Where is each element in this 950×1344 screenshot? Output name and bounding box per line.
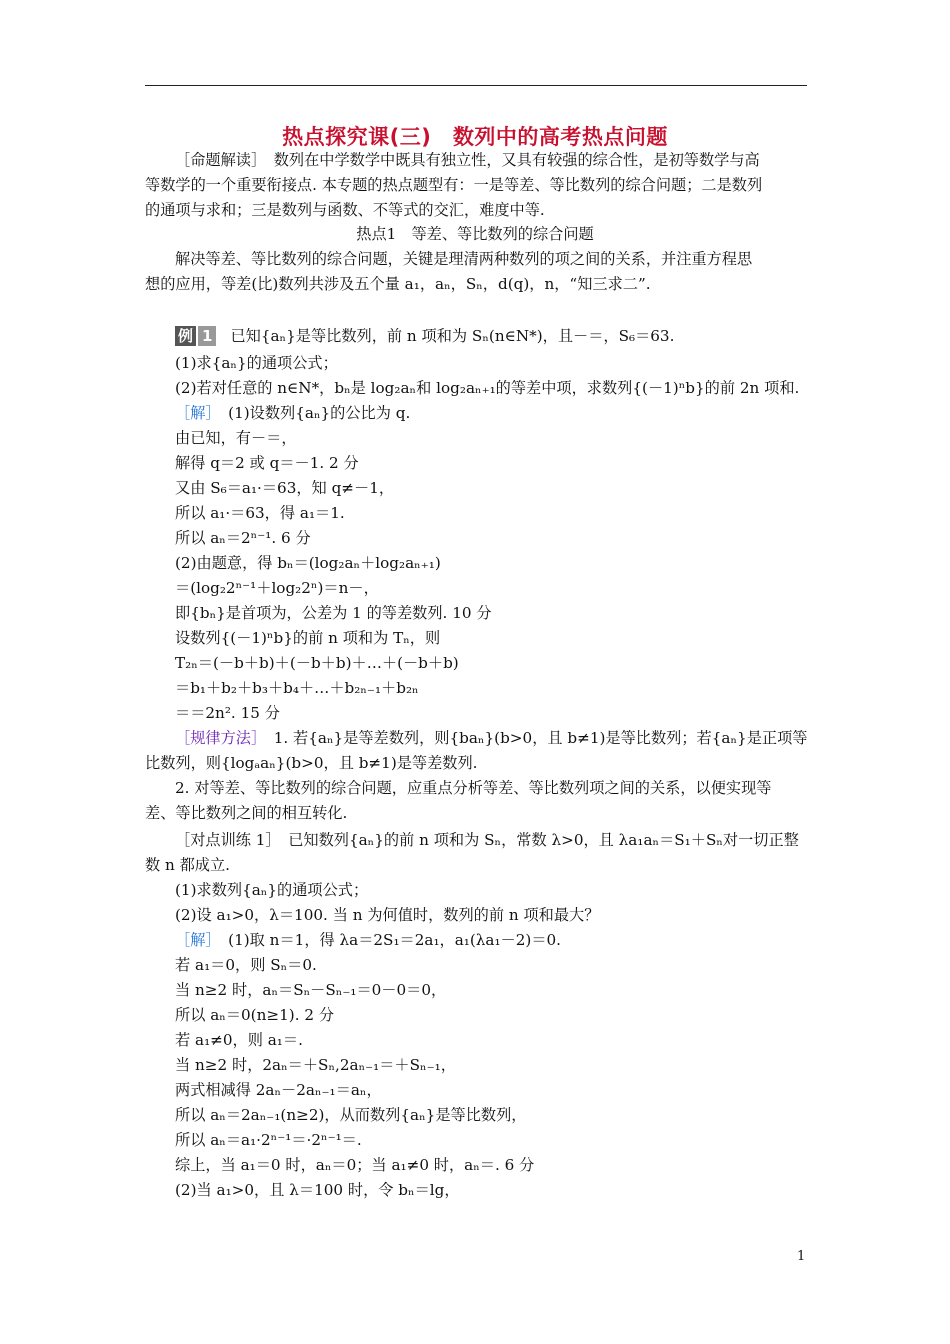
solution-tag: ［解］ [175, 404, 213, 422]
example-badge-number: 1 [198, 326, 216, 346]
solution1-line: 解得 q＝2 或 q＝－1. 2 分 [175, 454, 359, 472]
hotspot1-heading: 热点1 等差、等比数列的综合问题 [356, 225, 594, 243]
training1-line: ［对点训练 1］ 已知数列{aₙ}的前 n 项和为 Sₙ，常数 λ>0，且 λa₁aₙ＝S₁＋Sₙ对一切正整 [175, 831, 799, 849]
solution1-line: 由已知，有－＝， [175, 429, 297, 447]
solution1-line: ＝b₁＋b₂＋b₃＋b₄＋…＋b₂ₙ₋₁＋b₂ₙ [175, 679, 419, 697]
solution1-line: T₂ₙ＝(－b＋b)＋(－b＋b)＋…＋(－b＋b) [175, 654, 459, 672]
solution2-line: 若 a₁＝0，则 Sₙ＝0. [175, 956, 317, 974]
method-tag: ［规律方法］ [175, 729, 259, 747]
training1-q2: (2)设 a₁>0，λ＝100. 当 n 为何值时，数列的前 n 项和最大？ [175, 906, 600, 924]
example-badge: 例 [175, 326, 196, 346]
solution1-line: 又由 S₆＝a₁·＝63，知 q≠－1， [175, 479, 395, 497]
solution-tag: ［解］ [175, 931, 213, 949]
method-line [175, 728, 840, 748]
solution2-first [175, 930, 840, 950]
solution2-line: 当 n≥2 时，aₙ＝Sₙ－Sₙ₋₁＝0－0＝0， [175, 981, 447, 999]
example1-stem [175, 326, 840, 346]
solution1-first-text: (1)设数列{aₙ}的公比为 q. [212, 404, 411, 422]
method-line: 比数列，则{logₐaₙ}(b>0，且 b≠1)是等差数列. [145, 754, 478, 772]
solution1-line: 即{bₙ}是首项为，公差为 1 的等差数列. 10 分 [175, 604, 492, 622]
solution2-line: 综上，当 a₁＝0 时，aₙ＝0；当 a₁≠0 时，aₙ＝. 6 分 [175, 1156, 535, 1174]
solution1-line: 设数列{(－1)ⁿb}的前 n 项和为 Tₙ，则 [175, 629, 441, 647]
method-text: 1. 若{aₙ}是等差数列，则{baₙ}(b>0，且 b≠1)是等比数列；若{aₙ}是正项等 [258, 729, 808, 747]
solution2-line: 所以 aₙ＝2aₙ₋₁(n≥2)，从而数列{aₙ}是等比数列， [175, 1106, 527, 1124]
training1-q1: (1)求数列{aₙ}的通项公式； [175, 881, 369, 899]
solution1-line: ＝＝2n². 15 分 [175, 704, 280, 722]
solution2-line: 所以 aₙ＝a₁·2ⁿ⁻¹＝·2ⁿ⁻¹＝. [175, 1131, 362, 1149]
solution1-line: (2)由题意，得 bₙ＝(log₂aₙ＋log₂aₙ₊₁) [175, 554, 441, 572]
solution2-line: 若 a₁≠0，则 a₁＝. [175, 1031, 303, 1049]
method-line: 2. 对等差、等比数列的综合问题，应重点分析等差、等比数列项之间的关系，以便实现等 [175, 779, 772, 797]
solution1-line: ＝(log₂2ⁿ⁻¹＋log₂2ⁿ)＝n－， [175, 579, 379, 597]
example1-q2: (2)若对任意的 n∈N*，bₙ是 log₂aₙ和 log₂aₙ₊₁的等差中项，求数列{(－1)ⁿb}的前 2n 项和. [175, 379, 800, 397]
solution2-line: (2)当 a₁>0，且 λ＝100 时，令 bₙ＝lg， [175, 1181, 460, 1199]
example1-text: 已知{aₙ}是等比数列，前 n 项和为 Sₙ(n∈N*)，且－＝，S₆＝63. [230, 327, 675, 345]
solution1-first [175, 403, 840, 423]
intro-line: ［命题解读］ 数列在中学数学中既具有独立性，又具有较强的综合性，是初等数学与高 [175, 151, 760, 169]
solution1-line: 所以 a₁·＝63，得 a₁＝1. [175, 504, 345, 522]
example1-q1: (1)求{aₙ}的通项公式； [175, 354, 338, 372]
hotspot1-body: 想的应用，等差(比)数列共涉及五个量 a₁，aₙ，Sₙ，d(q)，n，“知三求二”. [145, 275, 651, 293]
header-rule [145, 85, 807, 86]
intro-line: 等数学的一个重要衔接点. 本专题的热点题型有：一是等差、等比数列的综合问题；二是数列 [145, 176, 763, 194]
page-title: 热点探究课(三) 数列中的高考热点问题 [282, 125, 668, 149]
solution2-line: 所以 aₙ＝0(n≥1). 2 分 [175, 1006, 335, 1024]
solution2-first-text: (1)取 n＝1，得 λa＝2S₁＝2a₁，a₁(λa₁－2)＝0. [212, 931, 562, 949]
method-line: 差、等比数列之间的相互转化. [145, 804, 348, 822]
page-number: 1 [797, 1249, 806, 1264]
solution2-line: 两式相减得 2aₙ－2aₙ₋₁＝aₙ， [175, 1081, 382, 1099]
training1-line: 数 n 都成立. [145, 856, 231, 874]
hotspot1-body: 解决等差、等比数列的综合问题，关键是理清两种数列的项之间的关系，并注重方程思 [175, 250, 753, 268]
solution2-line: 当 n≥2 时，2aₙ＝＋Sₙ,2aₙ₋₁＝＋Sₙ₋₁， [175, 1056, 456, 1074]
solution1-line: 所以 aₙ＝2ⁿ⁻¹. 6 分 [175, 529, 311, 547]
intro-line: 的通项与求和；三是数列与函数、不等式的交汇，难度中等. [145, 201, 545, 219]
